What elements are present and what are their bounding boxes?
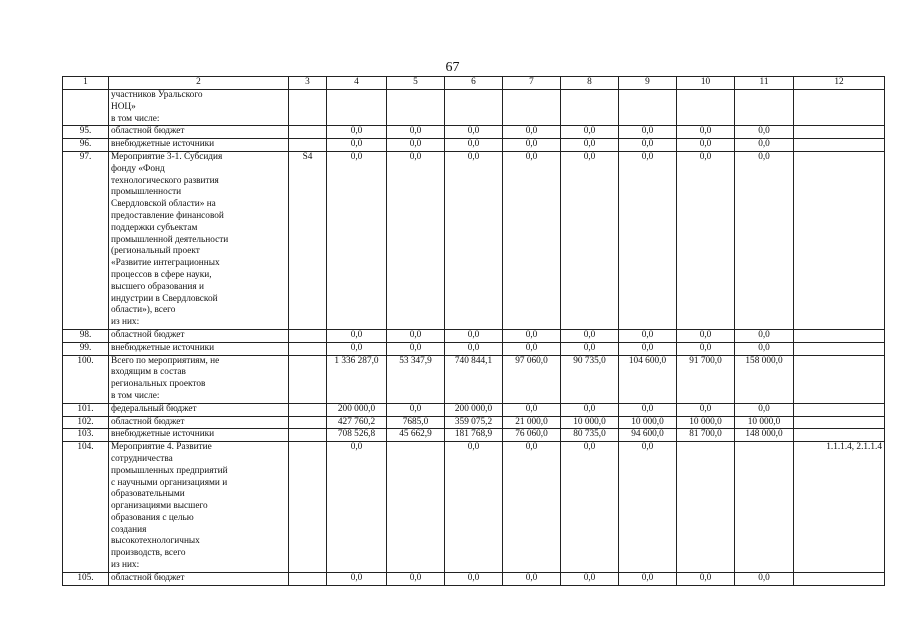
amount-cell: 81 700,0 <box>677 429 735 442</box>
description-line: НОЦ» <box>111 101 136 112</box>
row-number <box>63 90 109 126</box>
table-row <box>63 139 885 152</box>
amount-cell: 0,0 <box>677 126 735 139</box>
amount-cell: 0,0 <box>387 329 445 342</box>
amount-cell: 0,0 <box>503 572 561 585</box>
amount-cell: 0,0 <box>735 139 794 152</box>
amount-cell: 0,0 <box>387 403 445 416</box>
column-header: 9 <box>619 77 677 90</box>
amount-cell: 0,0 <box>677 342 735 355</box>
row-number: 100. <box>63 355 109 403</box>
row-description <box>109 329 289 342</box>
description-line: промышленной деятельности <box>111 234 229 245</box>
column-header: 2 <box>109 77 289 90</box>
page-number: 67 <box>445 60 460 75</box>
budget-table <box>62 76 885 586</box>
column-header: 7 <box>503 77 561 90</box>
row-number: 97. <box>63 151 109 329</box>
table-row <box>63 572 885 585</box>
target-indicator-ref <box>794 126 885 139</box>
amount-cell: 0,0 <box>677 329 735 342</box>
amount-cell: 0,0 <box>735 126 794 139</box>
amount-cell: 0,0 <box>327 342 387 355</box>
table-row <box>63 90 885 126</box>
amount-cell: 0,0 <box>445 329 503 342</box>
target-indicator-ref <box>794 139 885 152</box>
amount-cell: 10 000,0 <box>619 416 677 429</box>
amount-cell <box>561 90 619 126</box>
amount-cell: 0,0 <box>677 403 735 416</box>
amount-cell: 0,0 <box>445 151 503 329</box>
amount-cell <box>503 90 561 126</box>
amount-cell <box>445 90 503 126</box>
description-line: Свердловской области» на <box>111 199 216 210</box>
description-line: с научными организациями и <box>111 477 228 488</box>
row-number: 96. <box>63 139 109 152</box>
amount-cell: 0,0 <box>445 139 503 152</box>
amount-cell: 0,0 <box>327 151 387 329</box>
amount-cell <box>387 90 445 126</box>
amount-cell: 91 700,0 <box>677 355 735 403</box>
row-description <box>109 429 289 442</box>
target-indicator-ref <box>794 329 885 342</box>
amount-cell: 1 336 287,0 <box>327 355 387 403</box>
table-row <box>63 403 885 416</box>
amount-cell: 0,0 <box>619 442 677 573</box>
amount-cell <box>677 90 735 126</box>
description-line: из них: <box>111 317 140 328</box>
amount-cell: 0,0 <box>327 329 387 342</box>
amount-cell: 10 000,0 <box>735 416 794 429</box>
amount-cell: 740 844,1 <box>445 355 503 403</box>
description-line: внебюджетные источники <box>111 429 215 440</box>
amount-cell: 0,0 <box>619 151 677 329</box>
amount-cell: 0,0 <box>677 151 735 329</box>
amount-cell <box>677 442 735 573</box>
description-line: входящим в состав <box>111 367 186 378</box>
column-header: 3 <box>289 77 327 90</box>
amount-cell: 0,0 <box>619 403 677 416</box>
amount-cell: 45 662,9 <box>387 429 445 442</box>
description-line: высшего образования и <box>111 281 204 292</box>
amount-cell: 0,0 <box>445 442 503 573</box>
description-line: Всего по мероприятиям, не <box>111 355 220 366</box>
amount-cell: 0,0 <box>387 342 445 355</box>
column-header: 11 <box>735 77 794 90</box>
row-number: 99. <box>63 342 109 355</box>
amount-cell: 0,0 <box>561 342 619 355</box>
description-line: в том числе: <box>111 390 160 401</box>
row-description <box>109 355 289 403</box>
column-header: 1 <box>63 77 109 90</box>
amount-cell: 0,0 <box>387 572 445 585</box>
table-row <box>63 342 885 355</box>
description-line: «Развитие интеграционных <box>111 258 220 269</box>
row-code <box>289 442 327 573</box>
row-description <box>109 442 289 573</box>
row-code <box>289 126 327 139</box>
target-indicator-ref <box>794 403 885 416</box>
amount-cell: 0,0 <box>561 403 619 416</box>
amount-cell: 0,0 <box>503 329 561 342</box>
amount-cell: 0,0 <box>327 126 387 139</box>
column-header: 10 <box>677 77 735 90</box>
amount-cell: 0,0 <box>561 126 619 139</box>
description-line: области»), всего <box>111 305 176 316</box>
amount-cell: 0,0 <box>619 572 677 585</box>
row-description <box>109 572 289 585</box>
description-line: производств, всего <box>111 548 186 559</box>
amount-cell: 0,0 <box>735 572 794 585</box>
description-line: областной бюджет <box>111 572 185 583</box>
description-line: организациями высшего <box>111 501 208 512</box>
amount-cell <box>619 90 677 126</box>
amount-cell: 21 000,0 <box>503 416 561 429</box>
table-row <box>63 126 885 139</box>
table-row <box>63 151 885 329</box>
amount-cell: 200 000,0 <box>327 403 387 416</box>
row-number: 101. <box>63 403 109 416</box>
amount-cell: 0,0 <box>619 329 677 342</box>
amount-cell: 0,0 <box>561 151 619 329</box>
amount-cell: 10 000,0 <box>677 416 735 429</box>
row-code <box>289 329 327 342</box>
description-line: индустрии в Свердловской <box>111 293 218 304</box>
row-description <box>109 90 289 126</box>
amount-cell: 200 000,0 <box>445 403 503 416</box>
table-row <box>63 429 885 442</box>
amount-cell: 90 735,0 <box>561 355 619 403</box>
amount-cell: 10 000,0 <box>561 416 619 429</box>
amount-cell: 0,0 <box>503 151 561 329</box>
amount-cell: 0,0 <box>735 342 794 355</box>
table-row <box>63 442 885 573</box>
amount-cell <box>387 442 445 573</box>
amount-cell: 0,0 <box>561 572 619 585</box>
target-indicator-ref <box>794 416 885 429</box>
amount-cell: 94 600,0 <box>619 429 677 442</box>
amount-cell: 80 735,0 <box>561 429 619 442</box>
amount-cell: 0,0 <box>503 342 561 355</box>
amount-cell: 158 000,0 <box>735 355 794 403</box>
description-line: фонду «Фонд <box>111 163 165 174</box>
row-code <box>289 355 327 403</box>
amount-cell: 427 760,2 <box>327 416 387 429</box>
description-line: региональных проектов <box>111 379 206 390</box>
amount-cell: 0,0 <box>503 442 561 573</box>
description-line: образовательными <box>111 489 185 500</box>
description-line: процессов в сфере науки, <box>111 269 212 280</box>
amount-cell: 0,0 <box>677 139 735 152</box>
target-indicator-ref: 1.1.1.4, 2.1.1.4 <box>794 442 885 573</box>
amount-cell: 0,0 <box>445 572 503 585</box>
amount-cell <box>735 90 794 126</box>
row-number: 105. <box>63 572 109 585</box>
amount-cell: 0,0 <box>503 139 561 152</box>
description-line: создания <box>111 524 147 535</box>
column-header: 4 <box>327 77 387 90</box>
target-indicator-ref <box>794 572 885 585</box>
row-code <box>289 90 327 126</box>
amount-cell: 0,0 <box>327 139 387 152</box>
column-header: 8 <box>561 77 619 90</box>
amount-cell: 708 526,8 <box>327 429 387 442</box>
description-line: сотрудничества <box>111 453 173 464</box>
row-code <box>289 403 327 416</box>
description-line: в том числе: <box>111 113 160 124</box>
amount-cell: 0,0 <box>677 572 735 585</box>
amount-cell: 0,0 <box>735 151 794 329</box>
amount-cell: 0,0 <box>327 442 387 573</box>
description-line: областной бюджет <box>111 329 185 340</box>
row-code <box>289 416 327 429</box>
description-line: из них: <box>111 560 140 571</box>
row-code <box>289 572 327 585</box>
amount-cell: 0,0 <box>561 442 619 573</box>
description-line: внебюджетные источники <box>111 342 215 353</box>
target-indicator-ref <box>794 342 885 355</box>
column-number-header <box>63 77 885 90</box>
row-description <box>109 139 289 152</box>
description-line: областной бюджет <box>111 126 185 137</box>
row-description <box>109 151 289 329</box>
row-description <box>109 126 289 139</box>
row-code <box>289 139 327 152</box>
description-line: промышленных предприятий <box>111 465 228 476</box>
amount-cell: 0,0 <box>387 139 445 152</box>
target-indicator-ref <box>794 151 885 329</box>
amount-cell <box>735 442 794 573</box>
amount-cell: 0,0 <box>445 342 503 355</box>
row-code: S4 <box>289 151 327 329</box>
column-header: 5 <box>387 77 445 90</box>
amount-cell: 0,0 <box>619 126 677 139</box>
description-line: образования с целью <box>111 512 194 523</box>
description-line: участников Уральского <box>111 90 203 100</box>
row-number: 104. <box>63 442 109 573</box>
description-line: промышленности <box>111 187 182 198</box>
amount-cell: 0,0 <box>619 139 677 152</box>
amount-cell: 97 060,0 <box>503 355 561 403</box>
description-line: Мероприятие 3-1. Субсидия <box>111 151 223 162</box>
target-indicator-ref <box>794 355 885 403</box>
description-line: технологического развития <box>111 175 219 186</box>
amount-cell: 0,0 <box>619 342 677 355</box>
amount-cell: 0,0 <box>561 329 619 342</box>
column-header: 12 <box>794 77 885 90</box>
amount-cell: 0,0 <box>327 572 387 585</box>
row-number: 98. <box>63 329 109 342</box>
amount-cell: 7685,0 <box>387 416 445 429</box>
amount-cell: 0,0 <box>503 126 561 139</box>
amount-cell: 0,0 <box>387 151 445 329</box>
row-description <box>109 342 289 355</box>
row-code <box>289 429 327 442</box>
row-number: 95. <box>63 126 109 139</box>
amount-cell: 53 347,9 <box>387 355 445 403</box>
description-line: внебюджетные источники <box>111 139 215 150</box>
table-row <box>63 355 885 403</box>
table-row <box>63 416 885 429</box>
amount-cell: 359 075,2 <box>445 416 503 429</box>
amount-cell: 0,0 <box>735 403 794 416</box>
amount-cell: 0,0 <box>503 403 561 416</box>
amount-cell: 181 768,9 <box>445 429 503 442</box>
amount-cell: 0,0 <box>735 329 794 342</box>
amount-cell: 0,0 <box>561 139 619 152</box>
row-code <box>289 342 327 355</box>
description-line: поддержки субъектам <box>111 222 198 233</box>
description-line: Мероприятие 4. Развитие <box>111 442 212 453</box>
amount-cell: 0,0 <box>387 126 445 139</box>
table-row <box>63 329 885 342</box>
description-line: предоставление финансовой <box>111 210 224 221</box>
description-line: высокотехнологичных <box>111 536 200 547</box>
amount-cell <box>327 90 387 126</box>
row-description <box>109 416 289 429</box>
description-line: (региональный проект <box>111 246 200 257</box>
amount-cell: 76 060,0 <box>503 429 561 442</box>
amount-cell: 104 600,0 <box>619 355 677 403</box>
column-header: 6 <box>445 77 503 90</box>
description-line: областной бюджет <box>111 416 185 427</box>
description-line: федеральный бюджет <box>111 403 197 414</box>
target-indicator-ref <box>794 429 885 442</box>
row-number: 103. <box>63 429 109 442</box>
row-description <box>109 403 289 416</box>
row-number: 102. <box>63 416 109 429</box>
target-indicator-ref <box>794 90 885 126</box>
amount-cell: 0,0 <box>445 126 503 139</box>
amount-cell: 148 000,0 <box>735 429 794 442</box>
